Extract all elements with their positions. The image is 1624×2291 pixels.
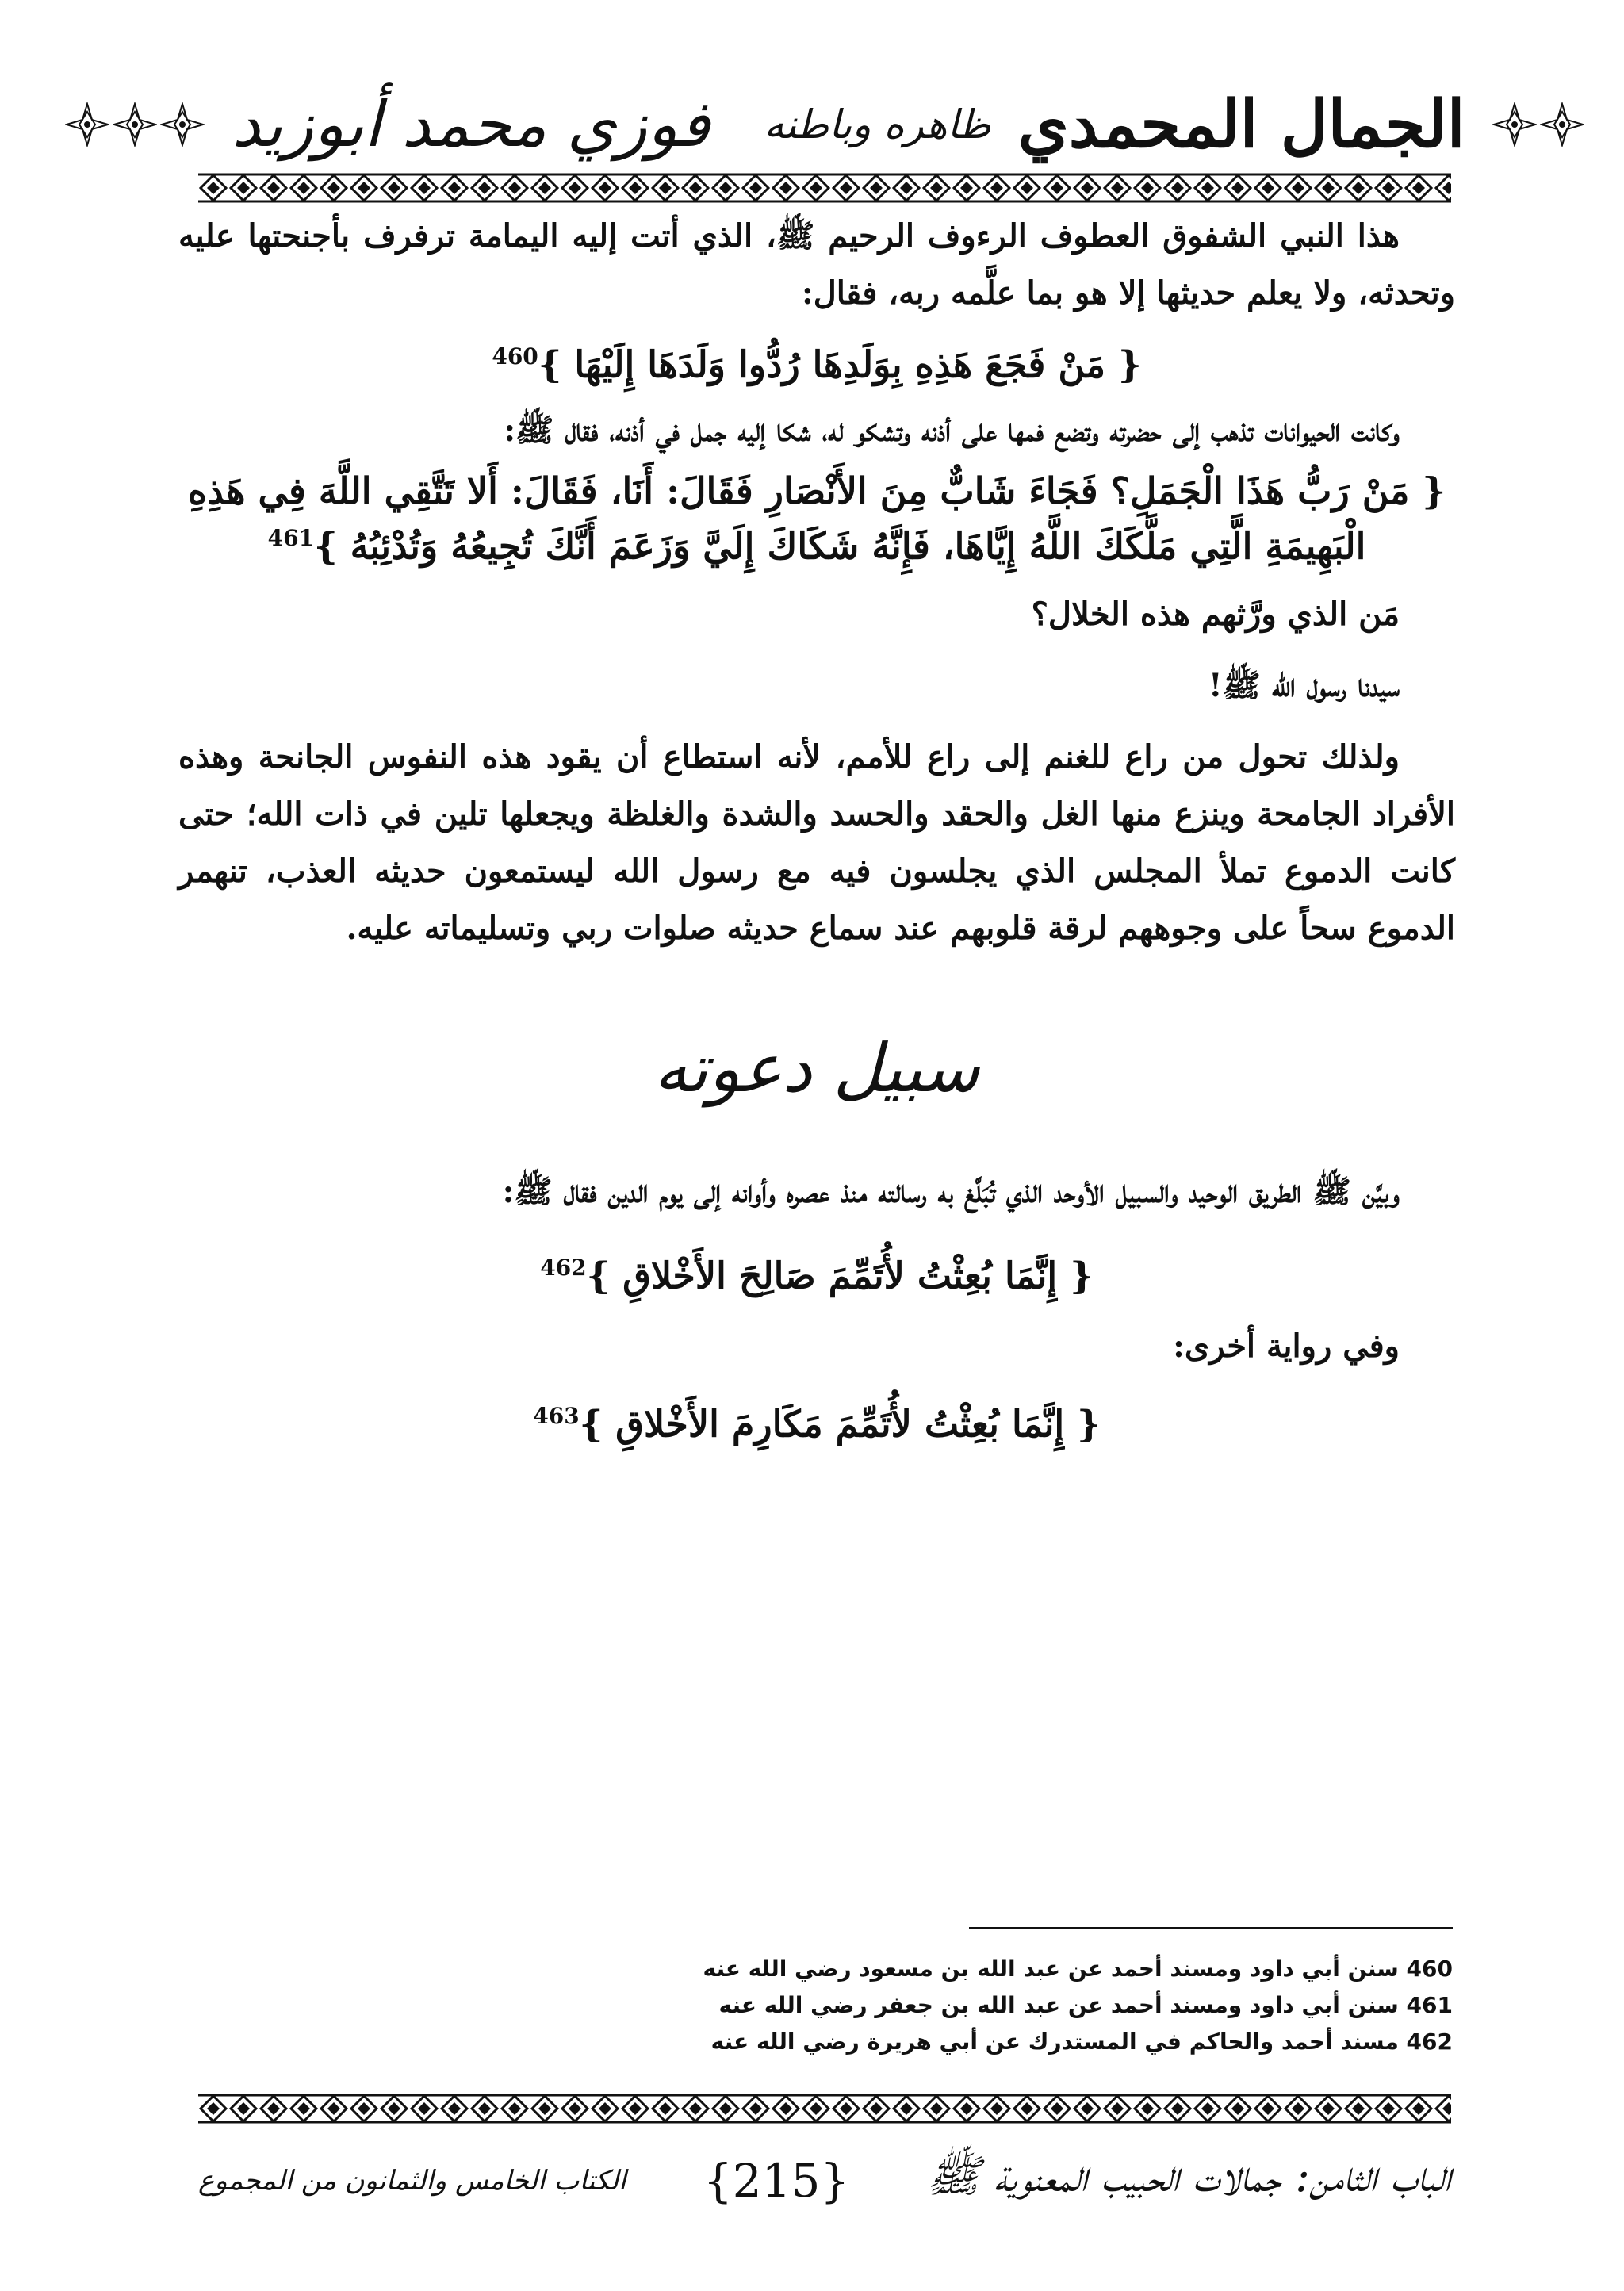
footnote-ref: 460 xyxy=(492,343,538,370)
star-ornament-icon xyxy=(113,102,157,147)
star-ornament-icon xyxy=(65,102,109,147)
page-header xyxy=(198,73,1465,176)
footer-border xyxy=(198,2094,1451,2124)
header-book-title: الجمال المحمدي xyxy=(1017,86,1465,163)
header-book-subtitle: ظاهره وباطنه xyxy=(764,102,991,147)
footnote-number: 461 xyxy=(1406,1992,1453,2018)
hadith-quote-1 xyxy=(178,333,1455,388)
footnote-text: مسند أحمد والحاكم في المستدرك عن أبي هريرة رضي الله عنه xyxy=(710,2029,1399,2055)
hadith-quote-2 xyxy=(178,467,1455,569)
section-heading: سبيل دعوته xyxy=(653,1029,980,1107)
quote-text: { إِنَّمَا بُعِثْتُ لأُتَمِّمَ صَالِحَ الأَخْلاقِ } xyxy=(586,1253,1094,1297)
page-number: {215} xyxy=(703,2154,850,2208)
page-body xyxy=(178,208,1455,1447)
star-ornament-icon xyxy=(1540,102,1584,147)
footnote-ref: 462 xyxy=(540,1254,587,1281)
paragraph-3: مَن الذي ورَّثهم هذه الخلال؟ xyxy=(1031,595,1400,633)
header-ornament-left xyxy=(65,102,205,147)
quote-text: { مَنْ فَجَعَ هَذِهِ بِوَلَدِهَا رُدُّوا وَلَدَهَا إِلَيْهَا } xyxy=(538,343,1142,386)
quote-text: { إِنَّمَا بُعِثْتُ لأُتَمِّمَ مَكَارِمَ الأَخْلاقِ } xyxy=(579,1402,1101,1446)
footnote-ref: 463 xyxy=(533,1402,580,1429)
footnote-text: سنن أبي داود ومسند أحمد عن عبد الله بن جعفر رضي الله عنه xyxy=(718,1992,1399,2018)
header-ornament-right xyxy=(1492,102,1584,147)
star-ornament-icon xyxy=(1492,102,1537,147)
quote-text: { مَنْ رَبُّ هَذَا الْجَمَلِ؟ فَجَاءَ شَابٌّ مِنَ الأَنْصَارِ فَقَالَ: أَنَا، فَقَالَ: أَلا تَتَّقِي اللَّهَ فِي هَذِهِ الْبَهِيمَةِ الَّتِي مَلَّكَكَ اللَّهُ إِيَّاهَا، فَإِنَّهُ شَكَاكَ إِلَيَّ وَزَعَمَ أَنَّكَ تُجِيعُهُ وَتُدْئِبُهُ } xyxy=(188,469,1446,568)
footnote-separator xyxy=(969,1927,1453,1929)
page-footer xyxy=(198,2145,1451,2216)
footer-book-name: الكتاب الخامس والثمانون من المجموع xyxy=(198,2165,626,2197)
paragraph-6: وبيَّن ﷺ الطريق الوحيد والسبيل الأوحد الذي تُبَلَّغ به رسالته منذ عصره وأوانه إلى يوم الدين فقال ﷺ: xyxy=(502,1172,1400,1210)
footnote-number: 460 xyxy=(1406,1956,1453,1982)
hadith-quote-4 xyxy=(178,1393,1455,1447)
footnote-460 xyxy=(508,1951,1453,1987)
footnote-text: سنن أبي داود ومسند أحمد عن عبد الله بن مسعود رضي الله عنه xyxy=(703,1956,1399,1982)
paragraph-7: وفي رواية أخرى: xyxy=(1173,1327,1400,1365)
hadith-quote-3 xyxy=(178,1244,1455,1299)
footnotes xyxy=(508,1951,1453,2060)
paragraph-1: هذا النبي الشفوق العطوف الرءوف الرحيم ﷺ، الذي أتت إليه اليمامة ترفرف بأجنحتها عليه وتحدثه، ولا يعلم حديثها إلا هو بما علَّمه ربه، فقال: xyxy=(178,217,1455,312)
header-border xyxy=(198,173,1451,203)
footnote-ref: 461 xyxy=(267,525,315,552)
star-ornament-icon xyxy=(160,102,205,147)
paragraph-5: ولذلك تحول من راع للغنم إلى راع للأمم، لأنه استطاع أن يقود هذه النفوس الجانحة وهذه الأفراد الجامحة وينزع منها الغل والحقد والحسد والشدة والغلظة ويجعلها تلين في ذات الله؛ حتى كانت الدموع تملأ المجلس الذي يجلسون فيه مع رسول الله ليستمعون حديثه العذب، تنهمر الدموع سحاً على وجوههم لرقة قلوبهم عند سماع حديثه صلوات ربي وتسليماته عليه. xyxy=(178,737,1455,947)
footnote-462 xyxy=(508,2024,1453,2060)
footnote-461 xyxy=(508,1987,1453,2024)
footer-chapter-title: الباب الثامن: جمالات الحبيب المعنوية ﷺ xyxy=(926,2150,1451,2202)
paragraph-4: سيدنا رسول الله ﷺ! xyxy=(1208,666,1400,704)
paragraph-2: وكانت الحيوانات تذهب إلى حضرته وتضع فمها على أذنه وتشكو له، شكا إليه جمل في أذنه، فقال ﷺ: xyxy=(504,412,1400,450)
footnote-number: 462 xyxy=(1406,2029,1453,2055)
header-author: فوزي محمد أبوزيد xyxy=(232,87,710,161)
